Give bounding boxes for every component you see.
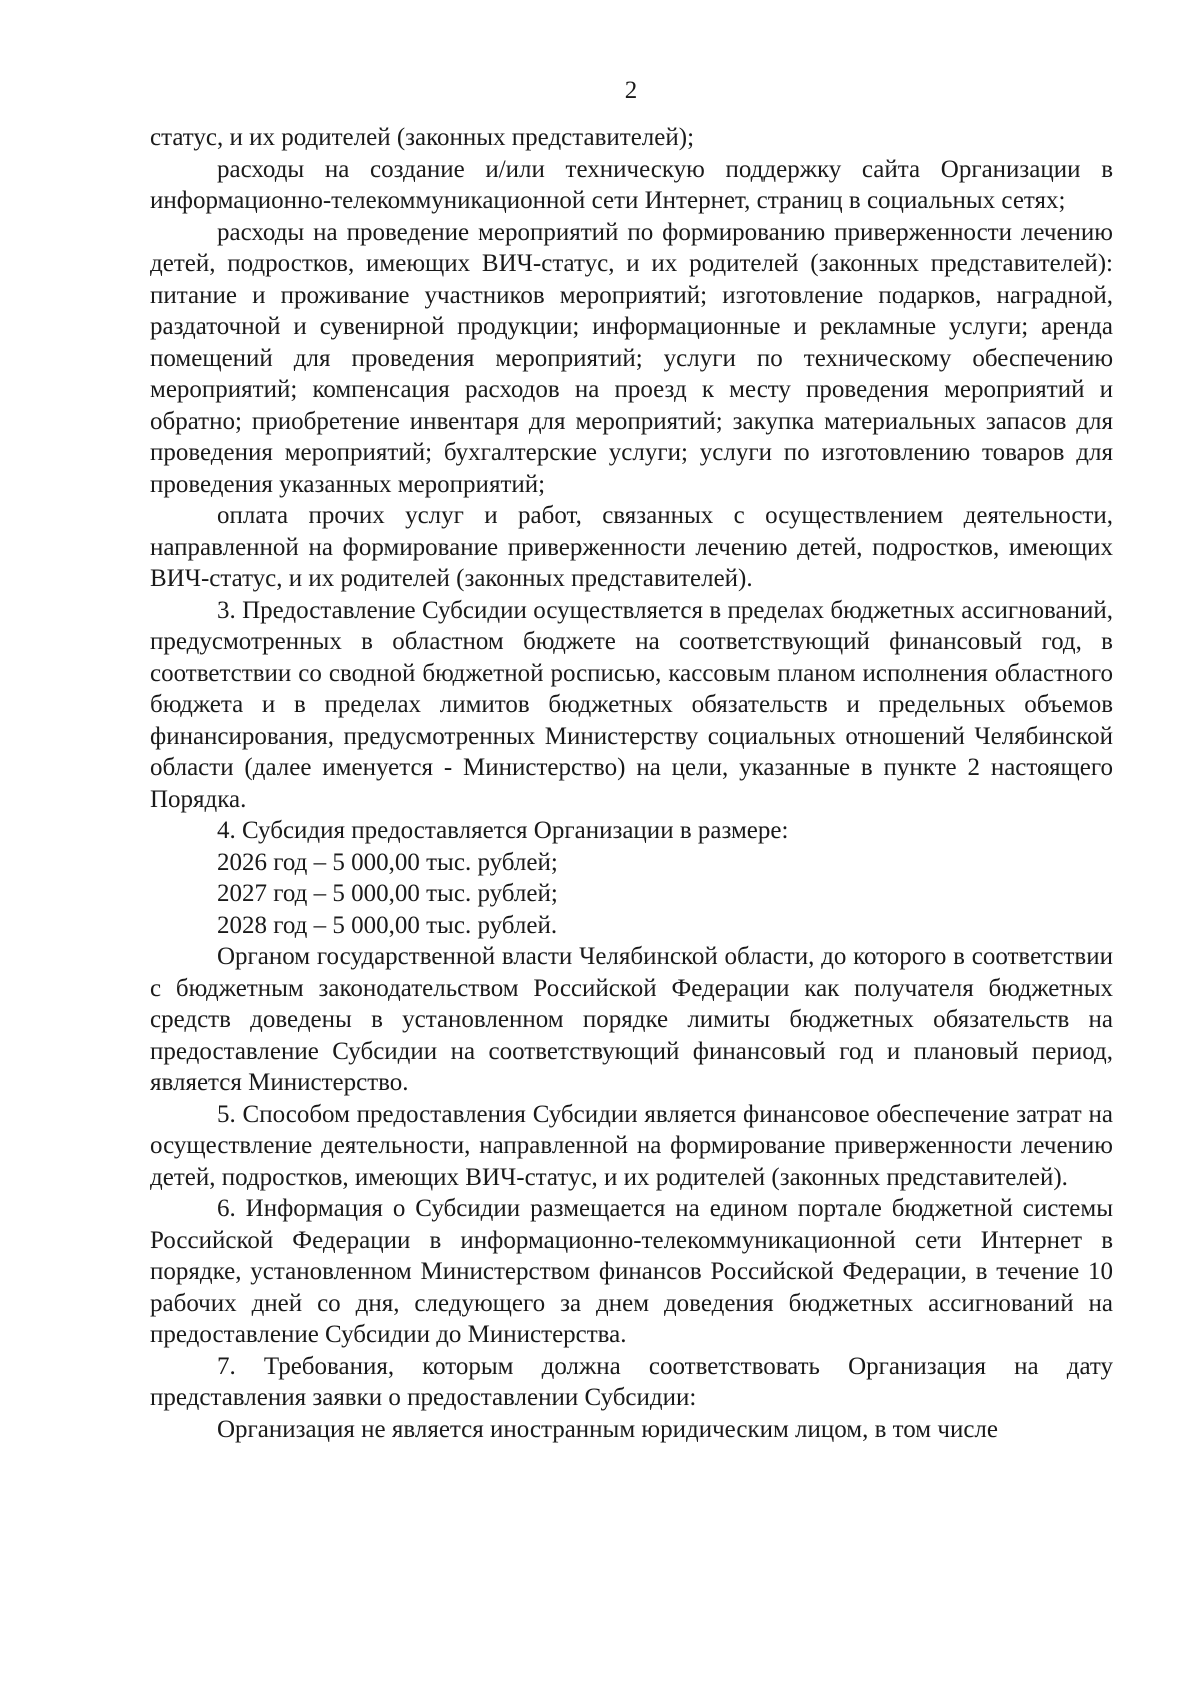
paragraph-continuation: статус, и их родителей (законных представителей); xyxy=(150,124,695,151)
paragraph-item-6: 6. Информация о Субсидии размещается на едином портале бюджетной системы Российской Федерации в информационно-телекоммуникационной сети Интернет в порядке, установленном Министерством финансов Российской Федерации, в течение 10 рабочих дней со дня, следующего за днем доведения бюджетных ассигнований на предоставление Субсидии до Министерства. xyxy=(150,1195,1113,1348)
amount-2026: 2026 год – 5 000,00 тыс. рублей; xyxy=(217,848,558,876)
document-body xyxy=(150,122,1113,1445)
amount-2027: 2027 год – 5 000,00 тыс. рублей; xyxy=(217,880,558,907)
paragraph-item-3: 3. Предоставление Субсидии осуществляется в пределах бюджетных ассигнований, предусмотренных в областном бюджете на соответствующий финансовый год, в соответствии со сводной бюджетной росписью, кассовым планом исполнения областного бюджета и в пределах лимитов бюджетных обязательств и предельных объемов финансирования, предусмотренных Министерству социальных отношений Челябинской области (далее именуется - Министерство) на цели, указанные в пункте 2 настоящего Порядка. xyxy=(150,596,1113,813)
paragraph-item-4: 4. Субсидия предоставляется Организации в размере: xyxy=(217,817,789,844)
paragraph-authority: Органом государственной власти Челябинской области, до которого в соответствии с бюджетным законодательством Российской Федерации как получателя бюджетных средств доведены в установленном порядке лимиты бюджетных обязательств на предоставление Субсидии на соответствующий финансовый год и плановый период, является Министерство. xyxy=(150,943,1113,1096)
page-number: 2 xyxy=(624,77,638,104)
paragraph-item-7: 7. Требования, которым должна соответствовать Организация на дату представления заявки о предоставлении Субсидии: xyxy=(150,1352,1113,1411)
paragraph-event-expenses: расходы на проведение мероприятий по формированию приверженности лечению детей, подростков, имеющих ВИЧ-статус, и их родителей (законных представителей): питание и проживание участников мероприятий; изготовление подарков, наградной, раздаточной и сувенирной продукции; информационные и рекламные услуги; аренда помещений для проведения мероприятий; услуги по техническому обеспечению мероприятий; компенсация расходов на проезд к месту проведения мероприятий и обратно; приобретение инвентаря для мероприятий; закупка материальных запасов для проведения мероприятий; бухгалтерские услуги; услуги по изготовлению товаров для проведения указанных мероприятий; xyxy=(150,218,1113,498)
paragraph-item-5: 5. Способом предоставления Субсидии является финансовое обеспечение затрат на осуществление деятельности, направленной на формирование приверженности лечению детей, подростков, имеющих ВИЧ-статус, и их родителей (законных представителей). xyxy=(150,1100,1113,1191)
paragraph-other-services: оплата прочих услуг и работ, связанных с осуществлением деятельности, направленной на формирование приверженности лечению детей, подростков, имеющих ВИЧ-статус, и их родителей (законных представителей). xyxy=(150,502,1113,592)
paragraph-requirement-foreign: Организация не является иностранным юридическим лицом, в том числе xyxy=(217,1415,998,1443)
paragraph-website-expenses: расходы на создание и/или техническую поддержку сайта Организации в информационно-телекоммуникационной сети Интернет, страниц в социальных сетях; xyxy=(150,155,1113,214)
amount-2028: 2028 год – 5 000,00 тыс. рублей. xyxy=(217,911,558,939)
